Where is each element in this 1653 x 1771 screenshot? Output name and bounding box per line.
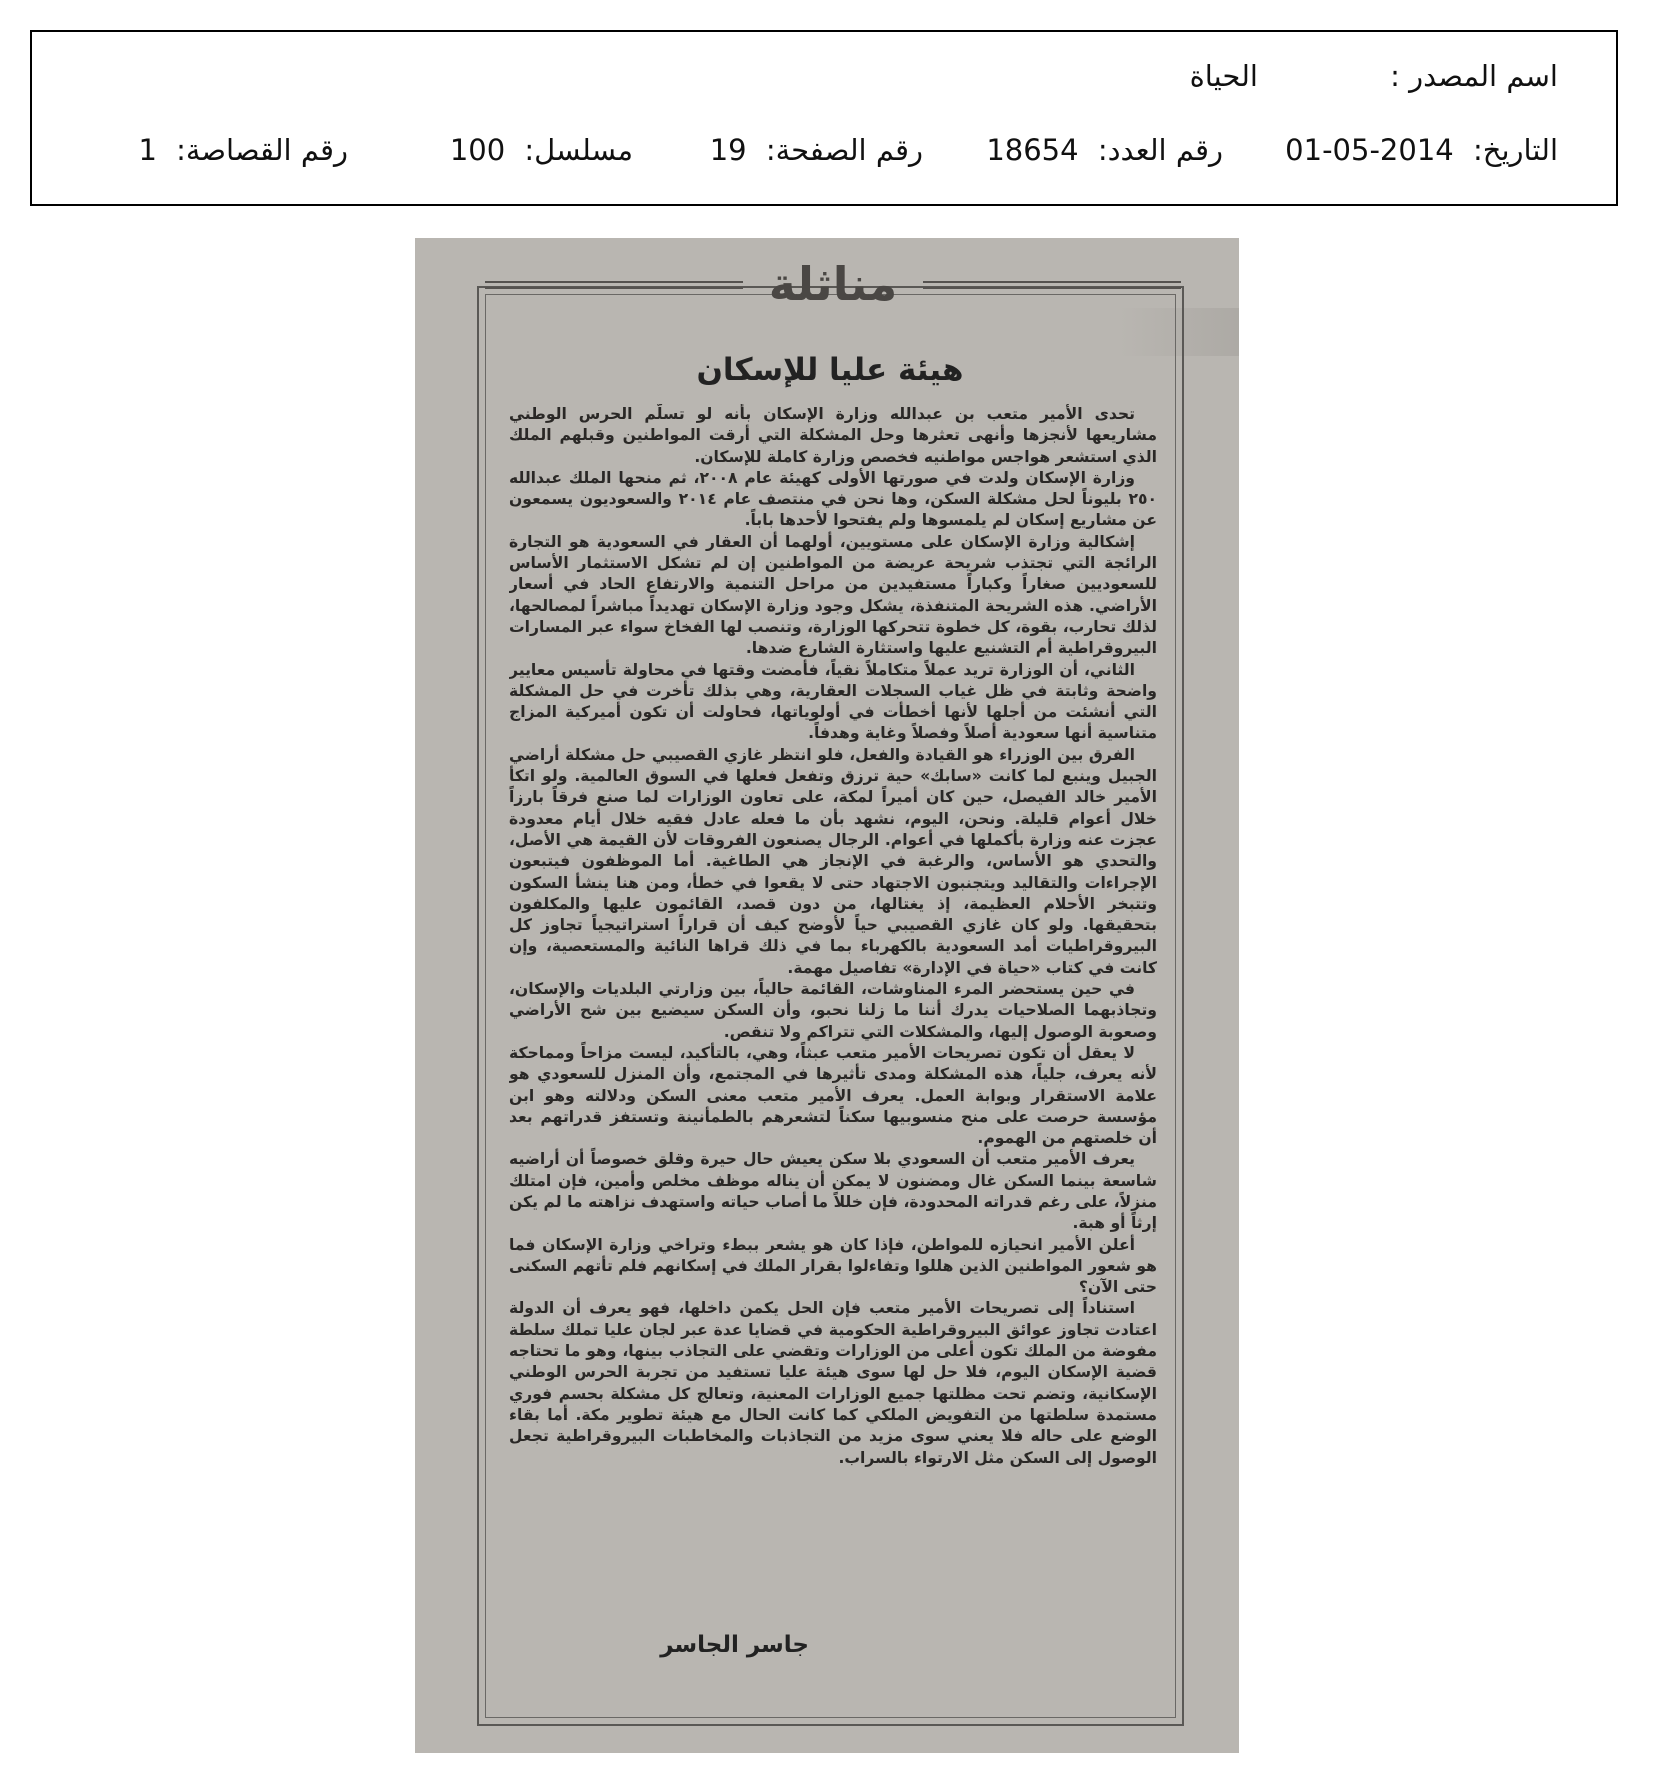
article-paragraph: وزارة الإسكان ولدت في صورتها الأولى كهيئة عام ٢٠٠٨، ثم منحها الملك عبدالله ٢٥٠ بليوناً لحل مشكلة السكن، وها نحن في منتصف عام ٢٠١٤ والسعوديون يسمعون عن مشاريع إسكان لم يلمسوها ولم يفتحوا لأحدها باباً. xyxy=(509,468,1157,530)
serial-value: 100 xyxy=(449,133,506,167)
article-paragraph: استناداً إلى تصريحات الأمير متعب فإن الحل يكمن داخلها، فهو يعرف أن الدولة اعتادت تجاوز عوائق البيروقراطية الحكومية في قضايا عدة عبر لجان عليا تملك سلطة مفوضة من الملك تكون أعلى من الوزارات وتقضي على التجاذب بينها، وهو ما تحتاجه قضية الإسكان اليوم، فلا حل لها سوى هيئة عليا تستفيد من تجربة الحرس الوطني الإسكانية، وتضم تحت مظلتها جميع الوزارات المعنية، وتعالج كل مشكلة بحسم فوري مستمدة سلطتها من التفويض الملكي كما كانت الحال مع هيئة تطوير مكة. أما بقاء الوضع على حاله فلا يعني سوى مزيد من التجاذبات والمخاطبات البيروقراطية تجعل الوصول إلى السكن مثل الارتواء بالسراب. xyxy=(509,1299,1157,1467)
issue-value: 18654 xyxy=(986,133,1079,167)
issue-field xyxy=(986,130,1223,170)
article-paragraph: يعرف الأمير متعب أن السعودي بلا سكن يعيش حال حيرة وقلق خصوصاً أن أراضيه شاسعة بينما السكن غال ومضنون لا يمكن أن يناله موظف مخلص وأمين، فإن امتلك منزلاً، على رغم قدراته المحدودة، فإن خللاً ما أصاب حياته واستهدف نزاهته ما لم يكن إرثاً أو هبة. xyxy=(509,1150,1157,1233)
clip-value: 1 xyxy=(138,133,157,167)
article-headline: هيئة عليا للإسكان xyxy=(696,352,964,388)
metadata-row-source xyxy=(72,56,1558,96)
page-field xyxy=(710,130,923,170)
header-rule-right xyxy=(923,281,1181,289)
serial-label: مسلسل: xyxy=(524,133,633,167)
clip-field xyxy=(138,130,348,170)
article-paragraph: الفرق بين الوزراء هو القيادة والفعل، فلو انتظر غازي القصيبي حل مشكلة أراضي الجبيل وينبع لما كانت «سابك» حية ترزق وتفعل فعلها في السوق العالمية. ولو اتكأ الأمير خالد الفيصل، حين كان أميراً لمكة، على تعاون الوزارات لما صنع فرقاً بارزاً خلال أعوام قليلة. ونحن، اليوم، نشهد بأن ما فعله عادل فقيه خلال أيام معدودة عجزت عنه وزارة بأكملها في أعوام. الرجال يصنعون الفروقات لأن القيمة هي الأصل، والتحدي هو الأساس، والرغبة في الإنجاز هي الطاغية. أما الموظفون فيتبعون الإجراءات والتقاليد ويتجنبون الاجتهاد حتى لا يقعوا في خطأ، ومن هنا ينشأ السكون وتتبخر الأحلام العظيمة، إذ يغتالها، من دون قصد، القائمون عليها والمكلفون بتحقيقها. ولو كان غازي القصيبي حياً لأوضح كيف أن قراراً استراتيجياً تجاوز كل البيروقراطيات أمد السعودية بالكهرباء بما في ذلك قراها النائية والمستعصية، وإن كانت في كتاب «حياة في الإدارة» تفاصيل مهمة. xyxy=(509,745,1157,977)
section-logo: مناثلة xyxy=(768,257,898,311)
article-paragraph: في حين يستحضر المرء المناوشات، القائمة حالياً، بين وزارتي البلديات والإسكان، وتجاذبهما الصلاحيات يدرك أننا ما زلنا نحبو، وأن السكن سيضيع بين شح الأراضي وصعوبة الوصول إليها، والمشكلات التي تتراكم ولا تنقص. xyxy=(509,980,1157,1041)
clipping-metadata-box xyxy=(30,30,1618,206)
clip-label: رقم القصاصة: xyxy=(176,133,348,167)
newspaper-clipping-scan xyxy=(415,238,1239,1753)
page-value: 19 xyxy=(709,133,747,167)
date-field xyxy=(1285,130,1558,170)
author-byline: جاسر الجاسر xyxy=(660,1632,809,1658)
article-paragraph: لا يعقل أن تكون تصريحات الأمير متعب عبثاً، وهي، بالتأكيد، ليست مزاحاً ومماحكة لأنه يعرف، جلياً، هذه المشكلة ومدى تأثيرها في المجتمع، وأن المنزل للسعودي هو علامة الاستقرار وبوابة العمل. يعرف الأمير متعب معنى السكن ودلالته وهو ابن مؤسسة حرصت على منح منسوبيها سكناً لتشعرهم بالطمأنينة وتستفز قدراتهم بعد أن خلصتهم من الهموم. xyxy=(509,1043,1157,1148)
source-value: الحياة xyxy=(1189,59,1258,93)
article-body xyxy=(509,404,1157,1589)
article-paragraph: إشكالية وزارة الإسكان على مستويين، أولهما أن العقار في السعودية هو التجارة الرائجة التي تجتذب شريحة عريضة من المواطنين إن لم تشكل الاستثمار الأساس للسعوديين صغاراً وكباراً مستفيدين من مراحل التنمية والارتفاع الحاد في أسعار الأراضي. هذه الشريحة المتنفذة، يشكل وجود وزارة الإسكان تهديداً مباشراً لمصالحها، لذلك تحارب، بقوة، كل خطوة تتحركها الوزارة، وتنصب لها الفخاخ سواء عبر المسارات البيروقراطية أم التشنيع عليها واستثارة الشارع ضدها. xyxy=(509,532,1157,658)
issue-label: رقم العدد: xyxy=(1097,133,1223,167)
page-label: رقم الصفحة: xyxy=(765,133,923,167)
date-value: 2014-05-01 xyxy=(1285,133,1454,167)
article-paragraph: الثاني، أن الوزارة تريد عملاً متكاملاً نقياً، فأمضت وقتها في محاولة تأسيس معايير واضحة وثابتة في ظل غياب السجلات العقارية، وهي بذلك تأخرت في حل المشكلة التي أنشئت من أجلها لأنها أخطأت في أولوياتها، فحاولت أن تكون أميركية المزاج متناسية أنها سعودية أصلاً وفصلاً وغاية وهدفاً. xyxy=(509,660,1157,743)
source-label: اسم المصدر : xyxy=(1390,59,1558,93)
article-paragraph: تحدى الأمير متعب بن عبدالله وزارة الإسكان بأنه لو تسلّم الحرس الوطني مشاريعها لأنجزها وأنهى تعثرها وحل المشكلة التي أرقت المواطنين وقبلهم الملك الذي استشعر هواجس مواطنيه فخصص وزارة كاملة للإسكان. xyxy=(509,405,1157,466)
header-rule-left xyxy=(485,281,743,289)
serial-field xyxy=(450,130,633,170)
date-label: التاريخ: xyxy=(1472,133,1558,167)
article-paragraph: أعلن الأمير انحيازه للمواطن، فإذا كان هو يشعر ببطء وتراخي وزارة الإسكان فما هو شعور المواطنين الذين هللوا وتفاءلوا بقرار الملك في إسكانهم فلم تأتهم السكنى حتى الآن؟ xyxy=(509,1235,1157,1297)
metadata-row-details xyxy=(72,130,1558,170)
